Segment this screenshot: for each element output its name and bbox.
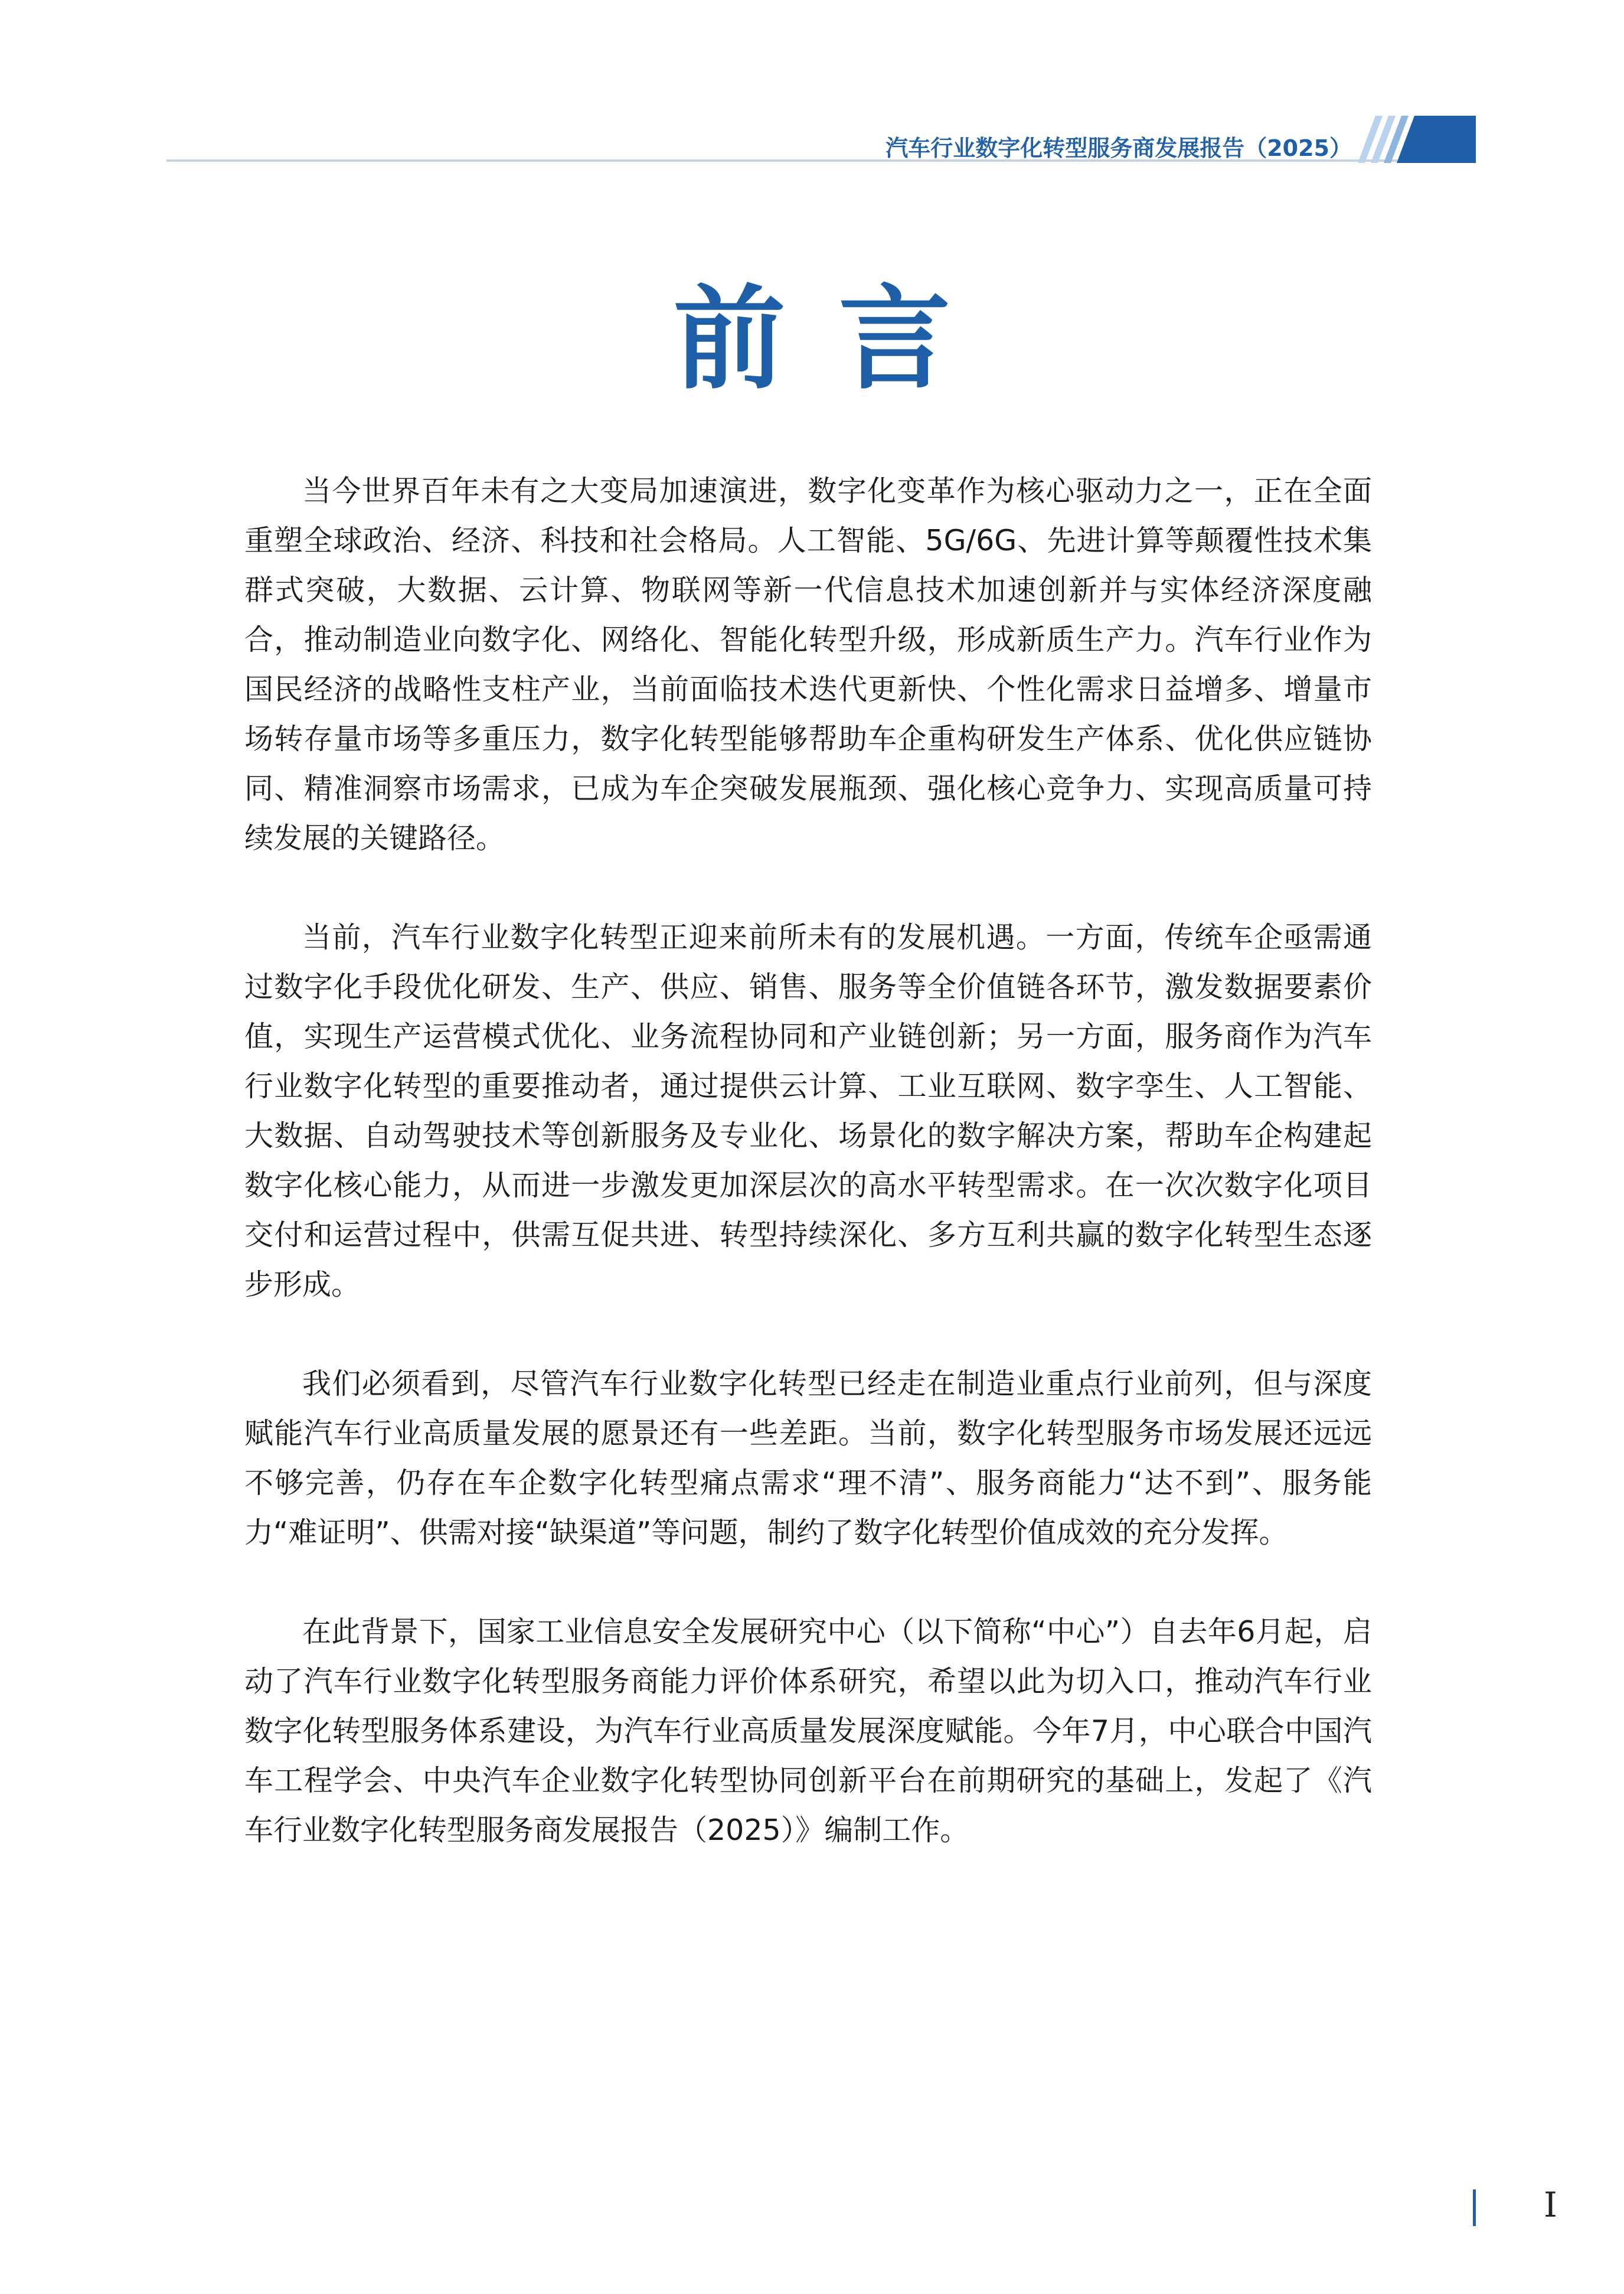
paragraph: 当前，汽车行业数字化转型正迎来前所未有的发展机遇。一方面，传统车企亟需通过数字化手段优化研发、生产、供应、销售、服务等全价值链各环节，激发数据要素价值，实现生产运营模式优化、业务流程协同和产业链创新；另一方面，服务商作为汽车行业数字化转型的重要推动者，通过提供云计算、工业互联网、数字孪生、人工智能、大数据、自动驾驶技术等创新服务及专业化、场景化的数字解决方案，帮助车企构建起数字化核心能力，从而进一步激发更加深层次的高水平转型需求。在一次次数字化项目交付和运营过程中，供需互促共进、转型持续深化、多方互利共赢的数字化转型生态逐步形成。: [244, 921, 1372, 1301]
running-header-title: 汽车行业数字化转型服务商发展报告（2025）: [885, 135, 1352, 161]
paragraph: 我们必须看到，尽管汽车行业数字化转型已经走在制造业重点行业前列，但与深度赋能汽车行业高质量发展的愿景还有一些差距。当前，数字化转型服务市场发展还远远不够完善，仍存在车企数字化转型痛点需求“理不清”、服务商能力“达不到”、服务能力“难证明”、供需对接“缺渠道”等问题，制约了数字化转型价值成效的充分发挥。: [244, 1367, 1372, 1549]
header-stripes-decoration: [1358, 116, 1476, 163]
page-title: 前言: [673, 274, 1004, 404]
foreword-body: [244, 466, 1372, 1905]
page-number: I: [1544, 2185, 1557, 2225]
page-number-marker: [1473, 2189, 1476, 2226]
paragraph: 在此背景下，国家工业信息安全发展研究中心（以下简称“中心”）自去年6月起，启动了汽车行业数字化转型服务商能力评价体系研究，希望以此为切入口，推动汽车行业数字化转型服务体系建设，为汽车行业高质量发展深度赋能。今年7月，中心联合中国汽车工程学会、中央汽车企业数字化转型协同创新平台在前期研究的基础上，发起了《汽车行业数字化转型服务商发展报告（2025）》编制工作。: [244, 1615, 1372, 1847]
paragraph: 当今世界百年未有之大变局加速演进，数字化变革作为核心驱动力之一，正在全面重塑全球政治、经济、科技和社会格局。人工智能、5G/6G、先进计算等颠覆性技术集群式突破，大数据、云计算、物联网等新一代信息技术加速创新并与实体经济深度融合，推动制造业向数字化、网络化、智能化转型升级，形成新质生产力。汽车行业作为国民经济的战略性支柱产业，当前面临技术迭代更新快、个性化需求日益增多、增量市场转存量市场等多重压力，数字化转型能够帮助车企重构研发生产体系、优化供应链协同、精准洞察市场需求，已成为车企突破发展瓶颈、强化核心竞争力、实现高质量可持续发展的关键路径。: [244, 474, 1372, 855]
